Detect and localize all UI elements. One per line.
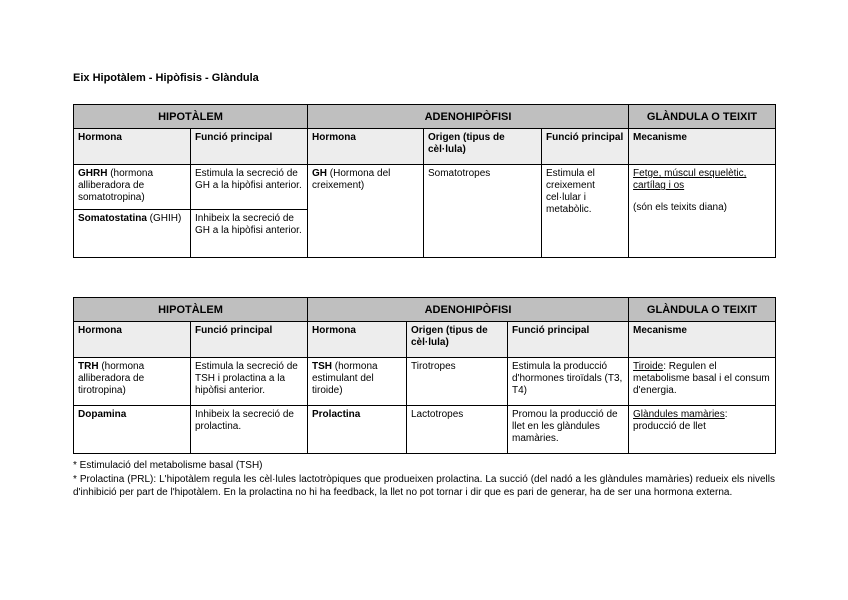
hormone-desc: (hormona estimulant del tiroide) — [312, 361, 378, 396]
cell-origin: Somatotropes — [424, 165, 542, 258]
header-origen: Origen (tipus de cèl·lula) — [424, 129, 542, 165]
header-funcio: Funció principal — [542, 129, 629, 165]
header-hormona: Hormona — [308, 322, 407, 358]
cell-hormone — [74, 358, 191, 406]
target-tissue: Glàndules mamàries — [633, 409, 725, 420]
cell-function: Promou la producció de llet en les glàndules mamàries. — [508, 406, 629, 454]
cell-hormone — [308, 406, 407, 454]
footnotes — [73, 459, 775, 500]
group-glandula: GLÀNDULA O TEIXIT — [629, 105, 776, 129]
header-hormona: Hormona — [74, 322, 191, 358]
hormone-desc: (GHIH) — [146, 213, 182, 224]
header-hormona: Hormona — [308, 129, 424, 165]
cell-mechanism — [629, 358, 776, 406]
hormone-desc: (hormona alliberadora de somatotropina) — [78, 168, 154, 203]
hormone-name: GH — [312, 168, 327, 179]
cell-hormone — [74, 406, 191, 454]
cell-function: Estimula el creixement cel·lular i metabòlic. — [542, 165, 629, 258]
target-tissue: Tiroide — [633, 361, 664, 372]
hormone-name: GHRH — [78, 168, 108, 179]
header-funcio: Funció principal — [191, 129, 308, 165]
header-funcio: Funció principal — [191, 322, 308, 358]
hormone-name: Dopamina — [78, 409, 127, 420]
cell-function: Estimula la secreció de GH a la hipòfisi anterior. — [191, 165, 308, 210]
header-hormona: Hormona — [74, 129, 191, 165]
group-adenohipofisi: ADENOHIPÒFISI — [308, 298, 629, 322]
cell-mechanism — [629, 406, 776, 454]
footnote-prolactina: * Prolactina (PRL): L'hipotàlem regula les cèl·lules lactotròpiques que produeixen prolactina. La succió (del nadó a les glàndules mamàries) redueix els nivells d'inhibició per part de l'hipotàlem. En la prolactina no hi ha feedback, la llet no pot tornar i dir que es pari de generar, ha de ser una hormona externa. — [73, 473, 775, 498]
hormone-desc: (Hormona del creixement) — [312, 168, 391, 191]
group-glandula: GLÀNDULA O TEIXIT — [629, 298, 776, 322]
cell-hormone — [74, 210, 191, 258]
hormone-table-gh — [73, 104, 776, 258]
cell-function: Inhibeix la secreció de prolactina. — [191, 406, 308, 454]
group-hipotalem: HIPOTÀLEM — [74, 298, 308, 322]
header-mecanisme: Mecanisme — [629, 129, 776, 165]
target-note: (són els teixits diana) — [633, 202, 727, 213]
header-funcio: Funció principal — [508, 322, 629, 358]
cell-mechanism — [629, 165, 776, 258]
cell-origin: Lactotropes — [407, 406, 508, 454]
cell-origin: Tirotropes — [407, 358, 508, 406]
page-title: Eix Hipotàlem - Hipòfisis - Glàndula — [73, 72, 259, 84]
header-origen: Origen (tipus de cèl·lula) — [407, 322, 508, 358]
target-tissue: Fetge, múscul esquelètic, cartílag i os — [633, 168, 747, 191]
cell-function: Estimula la producció d'hormones tiroïdals (T3, T4) — [508, 358, 629, 406]
header-mecanisme: Mecanisme — [629, 322, 776, 358]
hormone-name: Somatostatina — [78, 213, 147, 224]
cell-hormone — [308, 165, 424, 258]
hormone-table-tsh — [73, 297, 776, 454]
target-desc: : producció de llet — [633, 409, 728, 432]
hormone-desc: (hormona alliberadora de tirotropina) — [78, 361, 145, 396]
footnote-tsh: * Estimulació del metabolisme basal (TSH) — [73, 460, 263, 471]
group-hipotalem: HIPOTÀLEM — [74, 105, 308, 129]
cell-function: Inhibeix la secreció de GH a la hipòfisi anterior. — [191, 210, 308, 258]
group-adenohipofisi: ADENOHIPÒFISI — [308, 105, 629, 129]
cell-hormone — [308, 358, 407, 406]
hormone-name: TSH — [312, 361, 332, 372]
hormone-name: TRH — [78, 361, 99, 372]
hormone-name: Prolactina — [312, 409, 361, 420]
cell-hormone — [74, 165, 191, 210]
target-desc: : Regulen el metabolisme basal i el consum d'energia. — [633, 361, 770, 396]
cell-function: Estimula la secreció de TSH i prolactina a la hipòfisi anterior. — [191, 358, 308, 406]
